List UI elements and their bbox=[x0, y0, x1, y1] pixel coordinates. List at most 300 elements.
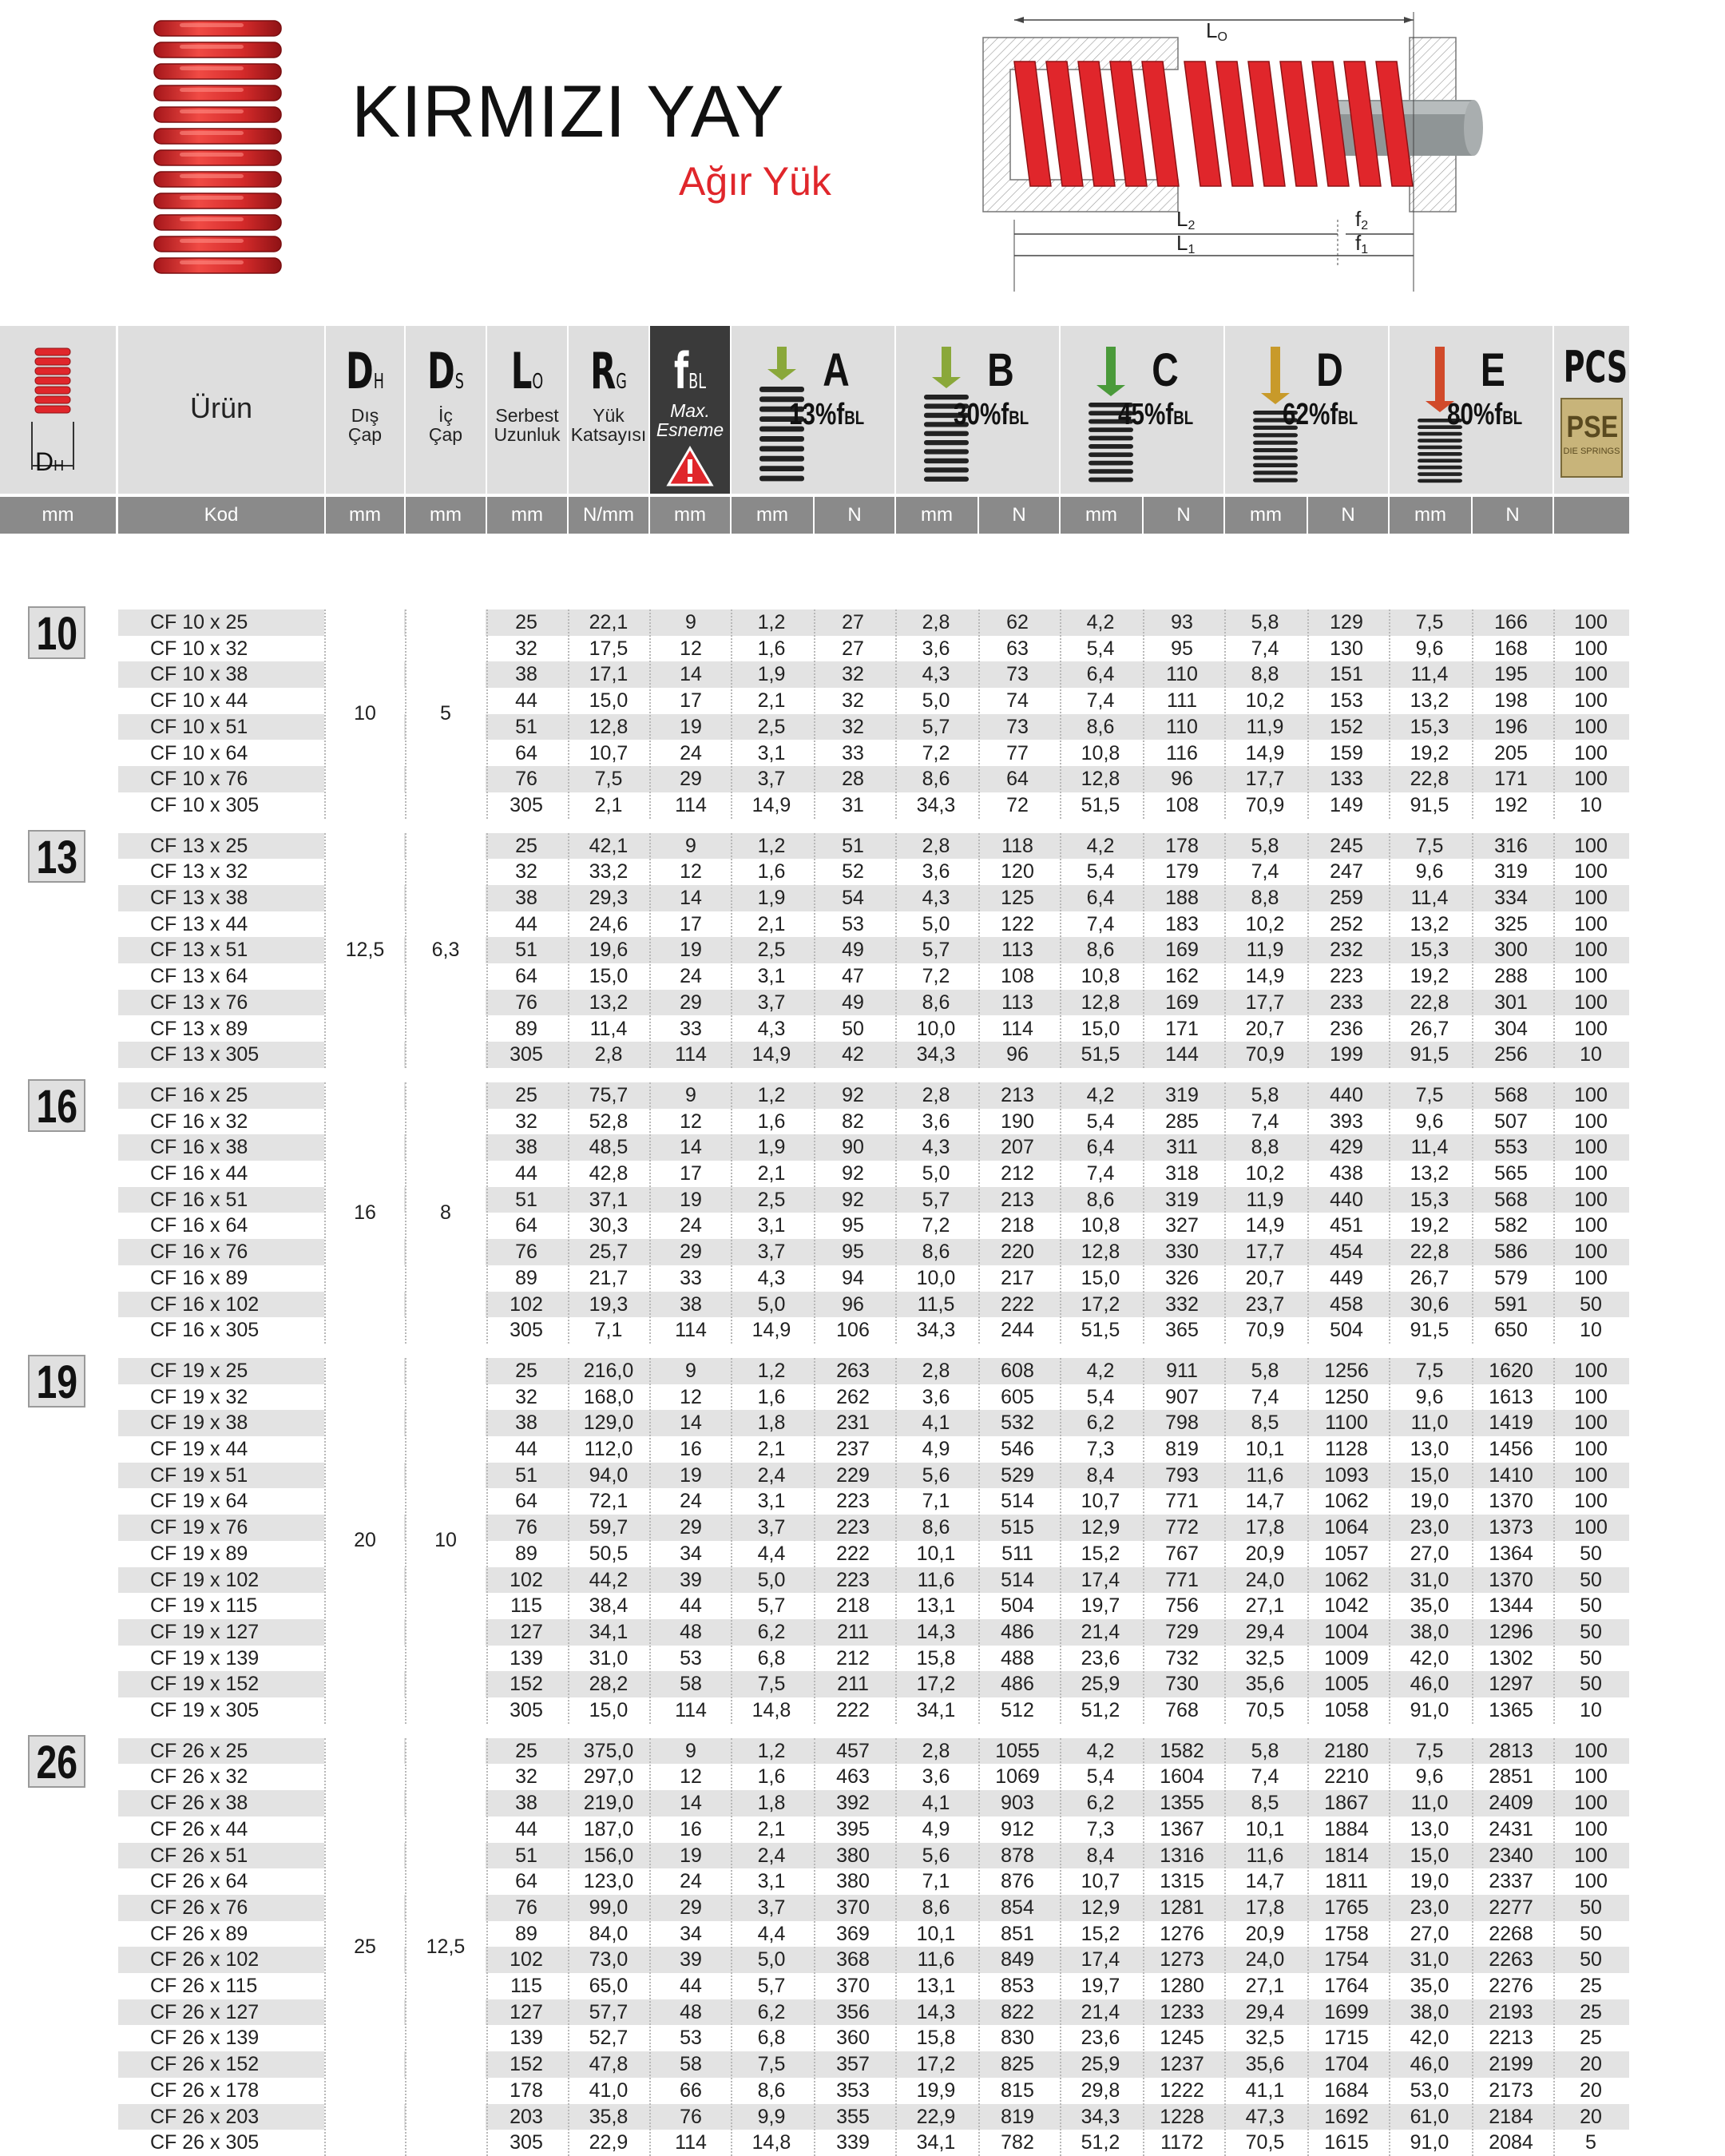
row-cell-13: 1370 bbox=[1489, 1568, 1533, 1591]
column-separator bbox=[486, 833, 488, 1068]
row-cell-13: 1344 bbox=[1489, 1594, 1533, 1618]
row-cell-1: 305 bbox=[510, 793, 543, 816]
row-cell-3: 12 bbox=[680, 637, 702, 660]
row-cell-6: 5,7 bbox=[922, 715, 950, 738]
row-cell-14: 100 bbox=[1574, 1162, 1608, 1185]
row-cell-2: 38,4 bbox=[589, 1594, 629, 1618]
row-cell-8: 4,2 bbox=[1086, 1083, 1115, 1106]
row-cell-6: 4,1 bbox=[922, 1412, 950, 1435]
row-cell-4: 8,6 bbox=[757, 2079, 786, 2102]
row-cell-2: 30,3 bbox=[589, 1214, 629, 1237]
row-code: CF 16 x 38 bbox=[150, 1136, 248, 1159]
row-cell-2: 22,1 bbox=[589, 611, 629, 633]
row-cell-13: 1364 bbox=[1489, 1542, 1533, 1565]
row-cell-8: 8,6 bbox=[1086, 939, 1115, 962]
row-cell-13: 195 bbox=[1494, 663, 1528, 686]
group-outer-diameter: 16 bbox=[326, 1082, 404, 1344]
row-cell-14: 100 bbox=[1574, 887, 1608, 909]
row-cell-9: 319 bbox=[1165, 1083, 1199, 1106]
row-cell-10: 70,5 bbox=[1245, 2131, 1285, 2154]
row-cell-14: 100 bbox=[1574, 741, 1608, 764]
row-cell-13: 2263 bbox=[1489, 1948, 1533, 1971]
row-cell-7: 122 bbox=[1001, 912, 1034, 935]
row-cell-14: 50 bbox=[1580, 1673, 1602, 1696]
row-cell-8: 17,2 bbox=[1081, 1292, 1120, 1316]
row-cell-3: 29 bbox=[680, 991, 702, 1014]
row-cell-11: 133 bbox=[1330, 768, 1363, 791]
row-cell-2: 13,2 bbox=[589, 991, 629, 1014]
row-cell-4: 2,1 bbox=[757, 1817, 786, 1840]
row-code: CF 16 x 64 bbox=[150, 1214, 248, 1237]
row-code: CF 26 x 32 bbox=[150, 1765, 248, 1789]
row-cell-10: 8,8 bbox=[1251, 1136, 1279, 1159]
row-cell-6: 19,9 bbox=[916, 2079, 956, 2102]
row-cell-11: 151 bbox=[1330, 663, 1363, 686]
row-code: CF 16 x 44 bbox=[150, 1162, 248, 1185]
header-load-a: A 13%fBL bbox=[732, 326, 894, 494]
row-cell-7: 218 bbox=[1001, 1214, 1034, 1237]
header-col-2: LO Serbest Uzunluk bbox=[487, 326, 567, 494]
row-code: CF 26 x 76 bbox=[150, 1896, 248, 1919]
row-cell-12: 13,0 bbox=[1410, 1438, 1449, 1460]
column-separator bbox=[978, 833, 980, 1068]
row-cell-11: 2210 bbox=[1324, 1765, 1369, 1789]
row-cell-12: 15,0 bbox=[1410, 1463, 1449, 1487]
row-cell-5: 353 bbox=[836, 2079, 870, 2102]
row-cell-4: 1,6 bbox=[757, 860, 786, 883]
row-cell-8: 5,4 bbox=[1086, 1765, 1115, 1789]
row-cell-7: 114 bbox=[1001, 1017, 1033, 1040]
column-separator bbox=[895, 1738, 897, 2156]
row-cell-7: 486 bbox=[1001, 1620, 1034, 1643]
row-cell-5: 95 bbox=[842, 1214, 864, 1237]
row-cell-7: 217 bbox=[1001, 1266, 1034, 1289]
row-cell-5: 95 bbox=[842, 1241, 864, 1264]
header-load-e: E 80%fBL bbox=[1390, 326, 1552, 494]
row-code: CF 10 x 305 bbox=[150, 793, 260, 816]
row-cell-12: 22,8 bbox=[1410, 768, 1449, 791]
row-cell-5: 237 bbox=[836, 1438, 870, 1460]
row-cell-1: 305 bbox=[510, 1043, 543, 1066]
row-cell-13: 171 bbox=[1494, 768, 1528, 791]
row-cell-5: 47 bbox=[842, 965, 864, 988]
row-cell-12: 13,2 bbox=[1410, 689, 1449, 713]
row-cell-5: 96 bbox=[842, 1292, 864, 1316]
row-cell-1: 32 bbox=[515, 1765, 537, 1789]
row-cell-5: 263 bbox=[836, 1359, 870, 1382]
row-cell-14: 100 bbox=[1574, 1490, 1608, 1513]
row-cell-14: 100 bbox=[1574, 1516, 1608, 1539]
column-separator bbox=[978, 1358, 980, 1724]
row-cell-14: 100 bbox=[1574, 1792, 1608, 1815]
warning-icon bbox=[666, 446, 714, 487]
row-cell-4: 4,4 bbox=[757, 1922, 786, 1945]
row-cell-6: 3,6 bbox=[922, 637, 950, 660]
row-code: CF 26 x 127 bbox=[150, 2000, 260, 2023]
page-subtitle: Ağır Yük bbox=[679, 159, 831, 204]
row-cell-7: 63 bbox=[1006, 637, 1029, 660]
row-cell-2: 33,2 bbox=[589, 860, 629, 883]
row-cell-3: 114 bbox=[675, 1699, 707, 1721]
row-cell-3: 14 bbox=[680, 1136, 702, 1159]
row-cell-10: 7,4 bbox=[1251, 1385, 1279, 1408]
row-cell-6: 11,6 bbox=[917, 1568, 955, 1591]
column-separator bbox=[1553, 833, 1555, 1068]
row-cell-9: 768 bbox=[1165, 1699, 1199, 1721]
row-cell-6: 2,8 bbox=[922, 834, 950, 857]
unit-13: mm bbox=[1225, 497, 1307, 534]
row-cell-11: 1715 bbox=[1324, 2027, 1369, 2050]
row-cell-5: 211 bbox=[837, 1620, 869, 1643]
row-cell-12: 31,0 bbox=[1410, 1568, 1449, 1591]
row-cell-6: 17,2 bbox=[916, 1673, 956, 1696]
row-cell-11: 1100 bbox=[1325, 1412, 1368, 1435]
row-cell-3: 9 bbox=[685, 611, 696, 633]
row-cell-7: 207 bbox=[1001, 1136, 1034, 1159]
column-separator bbox=[1472, 833, 1473, 1068]
header-load-b: B 30%fBL bbox=[896, 326, 1059, 494]
header-pcs bbox=[1554, 326, 1629, 494]
row-cell-11: 1764 bbox=[1324, 1975, 1369, 1997]
row-cell-9: 1582 bbox=[1160, 1739, 1204, 1762]
row-cell-7: 244 bbox=[1001, 1319, 1034, 1342]
row-cell-10: 70,9 bbox=[1245, 793, 1285, 816]
row-cell-6: 5,0 bbox=[922, 1162, 950, 1185]
row-cell-2: 19,3 bbox=[589, 1292, 629, 1316]
row-cell-7: 190 bbox=[1001, 1110, 1034, 1133]
row-cell-6: 15,8 bbox=[916, 1646, 956, 1670]
row-cell-8: 5,4 bbox=[1086, 860, 1115, 883]
row-cell-2: 2,1 bbox=[594, 793, 623, 816]
group-badge-16: 16 bbox=[28, 1079, 85, 1132]
row-cell-10: 14,9 bbox=[1245, 741, 1285, 764]
row-cell-10: 5,8 bbox=[1251, 1083, 1279, 1106]
row-cell-10: 8,8 bbox=[1251, 887, 1279, 909]
row-cell-1: 44 bbox=[515, 1817, 537, 1840]
row-cell-7: 512 bbox=[1001, 1699, 1034, 1721]
row-cell-8: 21,4 bbox=[1081, 2000, 1120, 2023]
row-cell-4: 2,1 bbox=[757, 689, 786, 713]
column-separator bbox=[405, 1082, 406, 1344]
row-cell-14: 100 bbox=[1574, 768, 1608, 791]
row-cell-14: 100 bbox=[1574, 1110, 1608, 1133]
row-cell-2: 52,8 bbox=[589, 1110, 629, 1133]
row-cell-3: 29 bbox=[680, 1896, 702, 1919]
row-cell-1: 51 bbox=[515, 1463, 537, 1487]
row-code: CF 19 x 76 bbox=[150, 1516, 248, 1539]
row-cell-13: 2409 bbox=[1489, 1792, 1533, 1815]
row-code: CF 10 x 51 bbox=[150, 715, 248, 738]
row-cell-3: 29 bbox=[680, 1516, 702, 1539]
row-cell-11: 252 bbox=[1330, 912, 1363, 935]
column-separator bbox=[1553, 1082, 1555, 1344]
row-cell-13: 1296 bbox=[1489, 1620, 1533, 1643]
row-cell-6: 4,3 bbox=[922, 663, 950, 686]
row-cell-3: 12 bbox=[680, 1385, 702, 1408]
row-cell-2: 52,7 bbox=[589, 2027, 629, 2050]
row-cell-13: 325 bbox=[1494, 912, 1528, 935]
row-cell-1: 64 bbox=[515, 1214, 537, 1237]
row-cell-14: 100 bbox=[1574, 611, 1608, 633]
row-cell-12: 11,0 bbox=[1410, 1792, 1449, 1815]
row-cell-1: 89 bbox=[515, 1542, 537, 1565]
row-cell-8: 10,8 bbox=[1081, 1214, 1120, 1237]
row-cell-10: 8,8 bbox=[1251, 663, 1279, 686]
row-cell-10: 7,4 bbox=[1251, 1765, 1279, 1789]
row-cell-4: 1,2 bbox=[757, 1739, 786, 1762]
row-code: CF 13 x 76 bbox=[150, 991, 248, 1014]
row-cell-14: 50 bbox=[1580, 1594, 1602, 1618]
row-cell-2: 10,7 bbox=[589, 741, 629, 764]
row-cell-5: 32 bbox=[842, 715, 864, 738]
row-cell-11: 1692 bbox=[1324, 2105, 1369, 2128]
row-cell-13: 1370 bbox=[1489, 1490, 1533, 1513]
row-cell-4: 3,7 bbox=[757, 1896, 786, 1919]
row-cell-11: 440 bbox=[1330, 1083, 1363, 1106]
row-cell-1: 76 bbox=[515, 1241, 537, 1264]
row-code: CF 26 x 139 bbox=[150, 2027, 260, 2050]
unit-14: N bbox=[1308, 497, 1388, 534]
row-code: CF 16 x 25 bbox=[150, 1083, 248, 1106]
row-cell-11: 1615 bbox=[1324, 2131, 1369, 2154]
row-cell-11: 233 bbox=[1330, 991, 1363, 1014]
row-cell-6: 34,1 bbox=[916, 2131, 956, 2154]
row-cell-12: 46,0 bbox=[1410, 1673, 1449, 1696]
row-cell-5: 54 bbox=[842, 887, 864, 909]
row-cell-6: 7,2 bbox=[922, 965, 950, 988]
row-cell-9: 95 bbox=[1171, 637, 1193, 660]
row-cell-7: 213 bbox=[1001, 1188, 1034, 1211]
row-cell-7: 511 bbox=[1001, 1542, 1033, 1565]
unit-4: mm bbox=[487, 497, 567, 534]
row-cell-1: 102 bbox=[510, 1948, 543, 1971]
row-cell-4: 3,1 bbox=[757, 1214, 786, 1237]
row-cell-3: 19 bbox=[680, 715, 702, 738]
row-code: CF 26 x 38 bbox=[150, 1792, 248, 1815]
row-cell-4: 6,2 bbox=[757, 2000, 786, 2023]
row-cell-7: 876 bbox=[1001, 1870, 1034, 1893]
column-separator bbox=[978, 609, 980, 819]
row-cell-6: 13,1 bbox=[916, 1975, 956, 1997]
row-cell-10: 20,7 bbox=[1245, 1266, 1285, 1289]
row-cell-14: 100 bbox=[1574, 663, 1608, 686]
row-cell-7: 72 bbox=[1006, 793, 1029, 816]
row-cell-14: 100 bbox=[1574, 1463, 1608, 1487]
row-cell-1: 76 bbox=[515, 991, 537, 1014]
row-cell-3: 39 bbox=[680, 1948, 702, 1971]
row-cell-4: 5,0 bbox=[757, 1292, 786, 1316]
row-cell-13: 2213 bbox=[1489, 2027, 1533, 2050]
row-cell-2: 37,1 bbox=[589, 1188, 629, 1211]
row-cell-9: 319 bbox=[1165, 1188, 1199, 1211]
row-cell-6: 4,3 bbox=[922, 1136, 950, 1159]
column-separator bbox=[895, 1082, 897, 1344]
unit-15: mm bbox=[1390, 497, 1471, 534]
row-cell-12: 19,0 bbox=[1410, 1870, 1449, 1893]
column-separator bbox=[324, 1738, 326, 2156]
row-cell-9: 1276 bbox=[1160, 1922, 1204, 1945]
row-cell-8: 15,2 bbox=[1081, 1922, 1120, 1945]
column-separator bbox=[405, 1738, 406, 2156]
row-code: CF 10 x 44 bbox=[150, 689, 248, 713]
column-separator bbox=[1472, 1358, 1473, 1724]
row-cell-1: 178 bbox=[510, 2079, 543, 2102]
row-cell-7: 819 bbox=[1001, 2105, 1034, 2128]
row-cell-7: 822 bbox=[1001, 2000, 1034, 2023]
row-cell-6: 8,6 bbox=[922, 1241, 950, 1264]
row-cell-5: 360 bbox=[836, 2027, 870, 2050]
row-cell-11: 1005 bbox=[1324, 1673, 1369, 1696]
group-badge-13: 13 bbox=[28, 830, 85, 883]
row-cell-7: 64 bbox=[1006, 768, 1029, 791]
row-cell-4: 1,8 bbox=[757, 1412, 786, 1435]
row-cell-10: 17,8 bbox=[1245, 1896, 1285, 1919]
row-cell-3: 17 bbox=[680, 912, 702, 935]
row-cell-2: 19,6 bbox=[589, 939, 629, 962]
row-cell-8: 8,6 bbox=[1086, 715, 1115, 738]
row-cell-2: 187,0 bbox=[583, 1817, 634, 1840]
row-cell-2: 57,7 bbox=[589, 2000, 629, 2023]
row-cell-1: 115 bbox=[510, 1975, 542, 1997]
group-inner-diameter: 5 bbox=[406, 609, 486, 819]
row-cell-4: 2,5 bbox=[757, 939, 786, 962]
row-cell-3: 58 bbox=[680, 2053, 702, 2076]
header-diameter-icon: DH bbox=[0, 326, 116, 494]
row-cell-7: 486 bbox=[1001, 1673, 1034, 1696]
row-cell-9: 285 bbox=[1165, 1110, 1199, 1133]
row-code: CF 26 x 203 bbox=[150, 2105, 260, 2128]
row-cell-5: 222 bbox=[836, 1542, 870, 1565]
spring-dimension-diagram bbox=[978, 12, 1489, 292]
column-separator bbox=[1143, 1358, 1144, 1724]
column-separator bbox=[1389, 833, 1390, 1068]
row-cell-12: 27,0 bbox=[1410, 1542, 1449, 1565]
row-cell-12: 19,2 bbox=[1410, 1214, 1449, 1237]
row-cell-2: 12,8 bbox=[589, 715, 629, 738]
row-cell-12: 9,6 bbox=[1415, 860, 1444, 883]
row-cell-11: 1684 bbox=[1324, 2079, 1369, 2102]
row-cell-7: 912 bbox=[1001, 1817, 1034, 1840]
row-code: CF 10 x 38 bbox=[150, 663, 248, 686]
row-cell-1: 25 bbox=[515, 1739, 537, 1762]
row-cell-8: 12,8 bbox=[1081, 991, 1120, 1014]
row-cell-3: 34 bbox=[680, 1922, 702, 1945]
row-cell-13: 301 bbox=[1494, 991, 1528, 1014]
unit-10: N bbox=[979, 497, 1059, 534]
row-cell-14: 100 bbox=[1574, 1214, 1608, 1237]
row-cell-10: 20,9 bbox=[1245, 1542, 1285, 1565]
row-cell-3: 66 bbox=[680, 2079, 702, 2102]
row-cell-3: 12 bbox=[680, 1110, 702, 1133]
row-code: CF 19 x 51 bbox=[150, 1463, 248, 1487]
row-cell-8: 6,2 bbox=[1086, 1792, 1115, 1815]
column-separator bbox=[814, 609, 815, 819]
row-cell-1: 64 bbox=[515, 741, 537, 764]
row-cell-14: 50 bbox=[1580, 1292, 1602, 1316]
row-cell-9: 169 bbox=[1165, 991, 1199, 1014]
row-cell-4: 1,9 bbox=[757, 1136, 786, 1159]
row-cell-7: 878 bbox=[1001, 1844, 1034, 1867]
header-col-3: RG Yük Katsayısı bbox=[569, 326, 648, 494]
row-cell-8: 21,4 bbox=[1081, 1620, 1120, 1643]
column-separator bbox=[568, 609, 569, 819]
row-cell-6: 7,1 bbox=[922, 1490, 950, 1513]
column-separator bbox=[1553, 609, 1555, 819]
row-cell-3: 9 bbox=[685, 834, 696, 857]
row-cell-3: 58 bbox=[680, 1673, 702, 1696]
row-cell-5: 51 bbox=[842, 834, 864, 857]
group-inner-diameter: 8 bbox=[406, 1082, 486, 1344]
row-cell-1: 44 bbox=[515, 1162, 537, 1185]
row-cell-11: 1754 bbox=[1324, 1948, 1369, 1971]
row-cell-10: 5,8 bbox=[1251, 1739, 1279, 1762]
row-cell-12: 53,0 bbox=[1410, 2079, 1449, 2102]
row-cell-13: 2193 bbox=[1489, 2000, 1533, 2023]
row-cell-10: 41,1 bbox=[1245, 2079, 1285, 2102]
row-code: CF 10 x 64 bbox=[150, 741, 248, 764]
column-separator bbox=[814, 833, 815, 1068]
row-cell-14: 50 bbox=[1580, 1896, 1602, 1919]
column-separator bbox=[568, 1082, 569, 1344]
row-cell-10: 11,9 bbox=[1246, 1188, 1284, 1211]
row-cell-6: 11,6 bbox=[917, 1948, 955, 1971]
row-cell-9: 169 bbox=[1165, 939, 1199, 962]
row-cell-11: 1009 bbox=[1324, 1646, 1369, 1670]
row-cell-13: 1613 bbox=[1489, 1385, 1533, 1408]
row-cell-6: 10,1 bbox=[916, 1542, 956, 1565]
row-cell-9: 819 bbox=[1165, 1438, 1199, 1460]
row-cell-5: 212 bbox=[836, 1646, 870, 1670]
row-cell-9: 1316 bbox=[1160, 1844, 1204, 1867]
f2-label: f2 bbox=[1355, 207, 1369, 232]
row-cell-11: 130 bbox=[1330, 637, 1363, 660]
unit-pcs bbox=[1554, 497, 1629, 534]
unit-8: N bbox=[815, 497, 894, 534]
row-cell-12: 13,0 bbox=[1410, 1817, 1449, 1840]
row-cell-12: 9,6 bbox=[1415, 1765, 1444, 1789]
row-cell-9: 1355 bbox=[1160, 1792, 1204, 1815]
row-cell-13: 565 bbox=[1494, 1162, 1528, 1185]
row-cell-7: 854 bbox=[1001, 1896, 1034, 1919]
column-separator bbox=[731, 1358, 732, 1724]
row-cell-1: 127 bbox=[510, 2000, 543, 2023]
row-cell-12: 9,6 bbox=[1415, 1110, 1444, 1133]
row-cell-9: 96 bbox=[1171, 768, 1193, 791]
row-cell-2: 123,0 bbox=[583, 1870, 634, 1893]
row-code: CF 13 x 305 bbox=[150, 1043, 260, 1066]
row-code: CF 26 x 64 bbox=[150, 1870, 248, 1893]
row-cell-9: 1367 bbox=[1160, 1817, 1204, 1840]
row-cell-2: 84,0 bbox=[589, 1922, 629, 1945]
row-cell-10: 8,5 bbox=[1251, 1792, 1279, 1815]
row-cell-13: 1620 bbox=[1489, 1359, 1533, 1382]
row-cell-6: 34,3 bbox=[916, 1319, 956, 1342]
row-cell-1: 32 bbox=[515, 1110, 537, 1133]
row-cell-8: 51,5 bbox=[1081, 1319, 1120, 1342]
row-cell-11: 199 bbox=[1330, 1043, 1363, 1066]
row-code: CF 13 x 44 bbox=[150, 912, 248, 935]
row-cell-14: 20 bbox=[1580, 2079, 1602, 2102]
row-code: CF 26 x 44 bbox=[150, 1817, 248, 1840]
row-code: CF 26 x 102 bbox=[150, 1948, 260, 1971]
red-spring-image bbox=[148, 14, 288, 282]
row-cell-4: 6,8 bbox=[757, 2027, 786, 2050]
row-cell-1: 38 bbox=[515, 1412, 537, 1435]
row-cell-3: 12 bbox=[680, 1765, 702, 1789]
row-cell-2: 50,5 bbox=[589, 1542, 629, 1565]
row-cell-9: 144 bbox=[1165, 1043, 1199, 1066]
row-cell-10: 20,7 bbox=[1245, 1017, 1285, 1040]
